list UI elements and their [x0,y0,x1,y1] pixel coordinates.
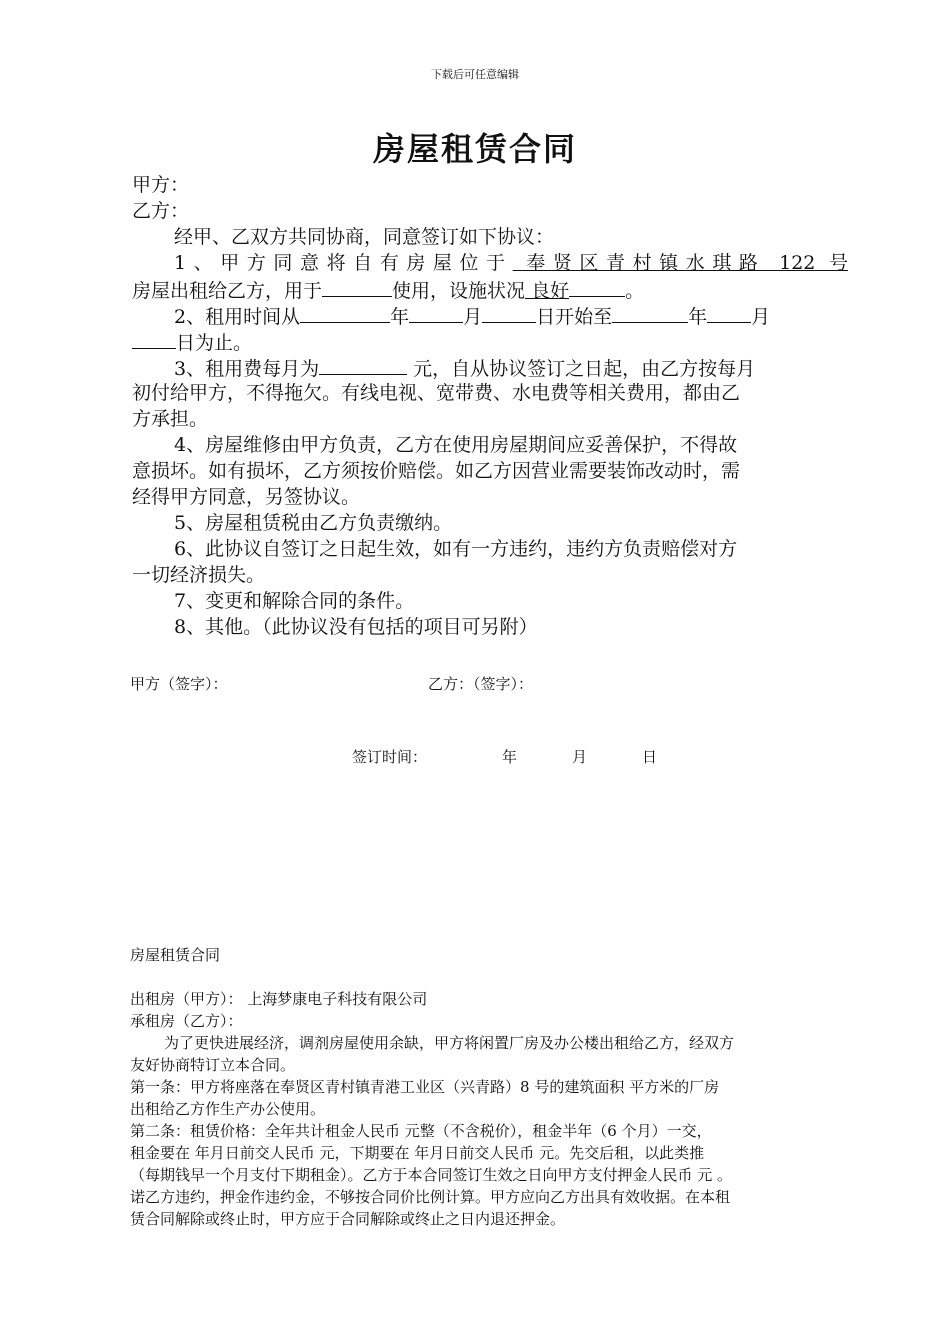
start-month-blank [409,302,463,323]
header-note: 下载后可任意编辑 [431,68,519,81]
clause-1-text-b: 房屋出租给乙方，用于 [132,280,323,302]
clause-2-end: 日为止。 [176,332,253,354]
document-title: 房屋租赁合同 [372,130,577,168]
preamble-line-1: 为了更快进展经济，调剂房屋使用余缺，甲方将闲置厂房及办公楼出租给乙方，经双方 [164,1034,735,1052]
condition-blank [569,276,625,297]
clause-1-address: 奉贤区青村镇水琪路 122 号 [512,252,848,274]
start-day-blank [482,302,536,323]
clause-3-line-2: 初付给甲方，不得拖欠。有线电视、宽带费、水电费等相关费用，都由乙 [132,382,741,404]
second-contract [130,944,850,1230]
article-1-line-1: 第一条：甲方将座落在奉贤区青村镇青港工业区（兴青路）8 号的建筑面积 平方米的厂房 [130,1078,720,1096]
clause-4-line-1: 4、房屋维修由甲方负责，乙方在使用房屋期间应妥善保护，不得故 [174,434,738,456]
clause-1-text: 1、甲方同意将自有房屋位于 [174,252,513,274]
party-b-line: 乙方： [132,200,190,222]
article-2-line-1: 第二条：租赁价格：全年共计租金人民币 元整（不含税价），租金半年（6 个月）一交， [130,1122,712,1140]
clause-4-line-2: 意损坏。如有损坏，乙方须按价赔偿。如乙方因营业需要装饰改动时，需 [132,460,741,482]
clause-5: 5、房屋租赁税由乙方负责缴纳。 [174,512,453,534]
usage-blank [322,276,392,297]
clause-1-line-1 [132,250,848,276]
clause-1-line-2 [132,276,848,302]
condition-value: 良好 [525,280,570,302]
second-contract-title: 房屋租赁合同 [130,946,221,964]
lessee-line: 承租房（乙方）： [130,1012,243,1030]
article-2-line-4: 诺乙方违约，押金作违约金，不够按合同价比例计算。甲方应向乙方出具有效收据。在本租 [130,1188,731,1206]
sign-day-label: 日 [642,748,658,766]
start-day-label: 日开始至 [536,306,613,328]
clause-8: 8、其他。（此协议没有包括的项目可另附） [174,616,538,638]
clause-2-line-1 [132,302,848,328]
article-2-line-2: 租金要在 年月日前交人民币 元，下期要在 年月日前交人民币 元。先交后租，以此类推 [130,1144,705,1162]
lessor-line: 出租房（甲方）： 上海梦康电子科技有限公司 [130,990,428,1008]
clause-7: 7、变更和解除合同的条件。 [174,590,415,612]
party-a-line: 甲方： [132,174,190,196]
start-year-label: 年 [390,306,410,328]
article-2-line-5: 赁合同解除或终止时，甲方应于合同解除或终止之日内退还押金。 [130,1210,566,1228]
intro-line: 经甲、乙双方共同协商，同意签订如下协议： [174,226,555,248]
blank-line [130,966,850,988]
clause-3-line-1 [132,354,848,380]
end-year-label: 年 [688,306,708,328]
contract-body [132,172,848,640]
clause-2-line-2 [132,328,848,354]
clause-6-line-2: 一切经济损失。 [132,564,266,586]
end-month-label: 月 [751,306,771,328]
start-year-blank [300,302,390,323]
party-a-signature: 甲方（签字）： [130,675,228,693]
clause-1-text-d: 。 [625,280,645,302]
start-month-label: 月 [463,306,483,328]
sign-year-label: 年 [502,748,518,766]
clause-3-line-3: 方承担。 [132,408,209,430]
rent-blank [319,354,407,375]
end-year-blank [612,302,688,323]
clause-3-text-b: 元，自从协议签订之日起，由乙方按每月 [407,358,756,380]
clause-4-line-3: 经得甲方同意，另签协议。 [132,486,361,508]
sign-month-label: 月 [572,748,588,766]
sign-date-label: 签订时间： [352,748,428,766]
party-b-signature: 乙方：（签字）： [428,675,534,693]
clause-6-line-1: 6、此协议自签订之日起生效，如有一方违约，违约方负责赔偿对方 [174,538,738,560]
clause-2-text: 2、租用时间从 [174,306,301,328]
end-day-blank [132,328,176,349]
article-1-line-2: 出租给乙方作生产办公使用。 [130,1100,326,1118]
article-2-line-3: （每期钱早一个月支付下期租金）。乙方于本合同签订生效之日向甲方支付押金人民币 元 。 [130,1166,733,1184]
clause-1-text-c: 使用，设施状况 [392,280,526,302]
end-month-blank [707,302,751,323]
preamble-line-2: 友好协商特订立本合同。 [130,1056,296,1074]
clause-3-text: 3、租用费每月为 [174,358,320,380]
